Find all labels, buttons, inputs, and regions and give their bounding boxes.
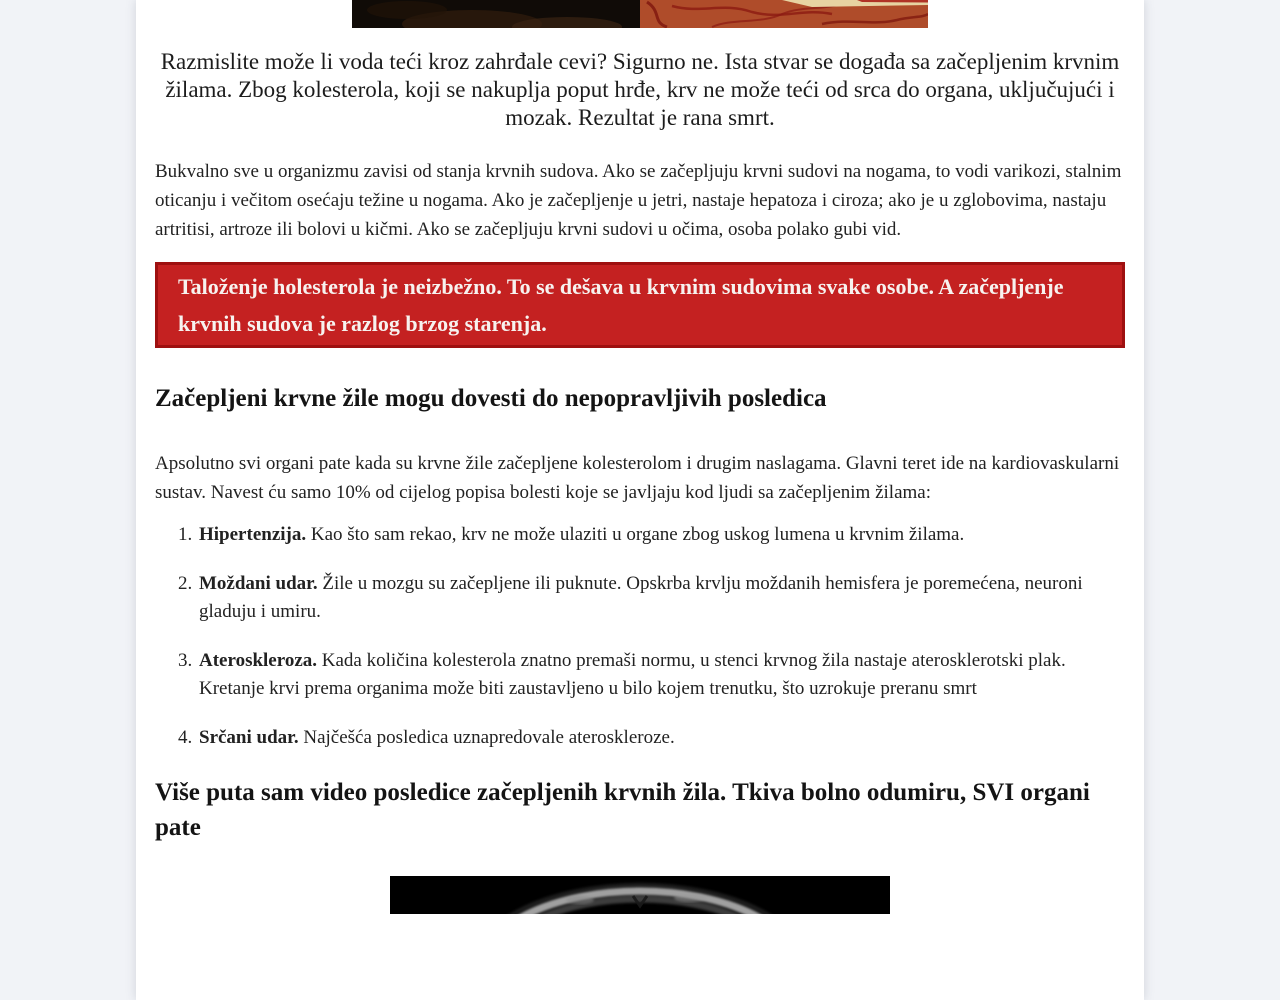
list-item-term: Hipertenzija.	[199, 524, 307, 545]
mri-scan-image	[390, 876, 890, 914]
blood-vessels-image-graphic	[352, 0, 928, 28]
list-item-text: Najčešća posledica uznapredovale ateroskleroze.	[303, 727, 675, 748]
list-item-term: Ateroskleroza.	[199, 650, 318, 671]
closing-heading: Više puta sam video posledice začepljenih krvnih žila. Tkiva bolno odumiru, SVI organi pate	[155, 779, 1090, 841]
list-item-hypertension	[197, 521, 1125, 549]
list-item-term: Srčani udar.	[199, 727, 299, 748]
mri-scan-graphic	[390, 876, 890, 914]
list-item-text: Žile u mozgu su začepljene ili puknute. Opskrba krvlju moždanih hemisfera je poremećena, neuroni gladuju i umiru.	[199, 573, 1083, 622]
consequences-list	[155, 521, 1125, 752]
list-item-stroke	[197, 570, 1125, 626]
intro-lead: Razmislite može li voda teći kroz zahrđale cevi? Sigurno ne. Ista stvar se događa sa začepljenim krvnim žilama. Zbog kolesterola, koji se nakuplja poput hrđe, krv ne može teći od srca do organa, uključujući i mozak. Rezultat je rana smrt.	[160, 49, 1120, 130]
list-item-atherosclerosis	[197, 647, 1125, 703]
list-item-heart-attack	[197, 724, 1125, 752]
list-item-text: Kada količina kolesterola znatno premaši normu, u stenci krvnog žila nastaje aterosklerotski plak. Kretanje krvi prema organima može biti zaustavljeno u bilo kojem trenutku, što uzrokuje preranu smrt	[199, 650, 1066, 699]
blood-vessels-image	[352, 0, 928, 28]
article-content	[136, 0, 1144, 1000]
section-paragraph: Apsolutno svi organi pate kada su krvne žile začepljene kolesterolom i drugim naslagama. Glavni teret ide na kardiovaskularni sustav. Navest ću samo 10% od cijelog popisa bolesti koje se javljaju kod ljudi sa začepljenim žilama:	[155, 453, 1120, 503]
list-item-text: Kao što sam rekao, krv ne može ulaziti u organe zbog uskog lumena u krvnim žilama.	[310, 524, 965, 545]
section-heading: Začepljeni krvne žile mogu dovesti do nepopravljivih posledica	[155, 385, 827, 412]
list-item-term: Moždani udar.	[199, 573, 318, 594]
warning-banner: Taloženje holesterola je neizbežno. To se dešava u krvnim sudovima svake osobe. A začepljenje krvnih sudova je razlog brzog starenja.	[155, 262, 1125, 348]
intro-paragraph: Bukvalno sve u organizmu zavisi od stanja krvnih sudova. Ako se začepljuju krvni sudovi na nogama, to vodi varikozi, stalnim oticanju i večitom osećaju težine u nogama. Ako je začepljenje u jetri, nastaje hepatoza i ciroza; ako je u zglobovima, nastaju artritisi, artroze ili bolovi u kičmi. Ako se začepljuju krvni sudovi u očima, osoba polako gubi vid.	[155, 161, 1122, 240]
